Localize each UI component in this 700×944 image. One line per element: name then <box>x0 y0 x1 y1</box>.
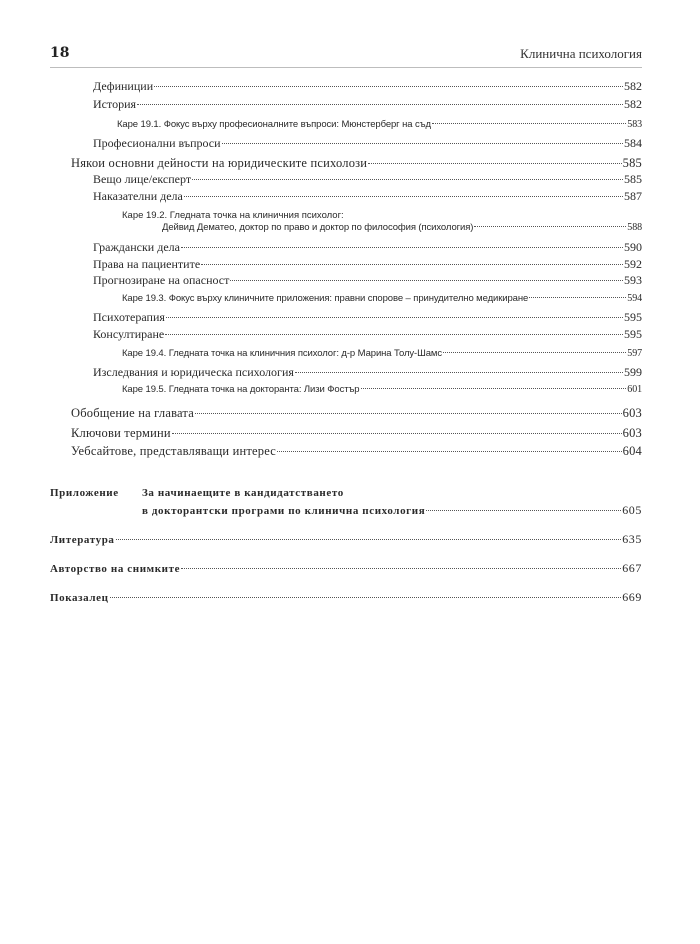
toc-box-19-1[interactable] <box>117 119 642 130</box>
toc-entry-label: Прогнозиране на опасност <box>93 273 230 287</box>
toc-entry-page: 587 <box>624 189 642 203</box>
toc-entry-photo-credits[interactable] <box>50 561 642 576</box>
toc-entry-page: 584 <box>624 136 642 150</box>
toc-entry-page: 582 <box>624 79 642 93</box>
leader-dots <box>181 568 621 569</box>
toc-entry-definitions[interactable] <box>93 79 642 94</box>
toc-entry-page: 604 <box>622 444 642 458</box>
toc-entry-label: Ключови термини <box>71 426 171 440</box>
toc-entry-danger-prediction[interactable] <box>93 273 642 288</box>
toc-entry-page: 593 <box>624 273 642 287</box>
toc-box-19-5[interactable] <box>122 384 642 395</box>
toc-box-19-2-line1: Каре 19.2. Гледната точка на клиничния психолог: <box>122 210 344 221</box>
leader-dots <box>184 196 623 197</box>
toc-entry-page: 595 <box>624 310 642 324</box>
toc-entry-label: Каре 19.1. Фокус върху професионалните въпроси: Мюнстерберг на съд <box>117 119 431 130</box>
toc-entry-label: Консултиране <box>93 327 165 341</box>
toc-entry-label: Уебсайтове, представляващи интерес <box>71 444 277 458</box>
leader-dots <box>154 86 623 87</box>
toc-entry-label: Авторство на снимките <box>50 563 181 575</box>
toc-entry-label: Изследвания и юридическа психология <box>93 365 294 379</box>
toc-entry-label: Психотерапия <box>93 310 165 324</box>
toc-entry-label: Показалец <box>50 592 109 604</box>
toc-entry-label: Дефиниции <box>93 79 154 93</box>
toc-entry-professional-issues[interactable] <box>93 136 642 151</box>
toc-entry-label: Наказателни дела <box>93 189 183 203</box>
toc-entry-criminal-cases[interactable] <box>93 189 642 204</box>
toc-entry-page: 667 <box>622 561 642 575</box>
toc-entry-label: Права на пациентите <box>93 257 201 271</box>
page-number: 18 <box>50 45 70 61</box>
toc-entry-page: 590 <box>624 240 642 254</box>
toc-entry-label: Дейвид Дематео, доктор по право и доктор по философия (психология) <box>162 222 474 233</box>
leader-dots <box>295 372 623 373</box>
leader-dots <box>426 510 621 511</box>
toc-entry-page: 585 <box>622 156 642 170</box>
toc-entry-page: 597 <box>627 348 642 359</box>
leader-dots <box>230 280 623 281</box>
toc-entry-label: в докторантски програми по клинична психология <box>142 505 426 517</box>
toc-entry-page: 585 <box>624 172 642 186</box>
toc-entry-label: Обобщение на главата <box>71 406 194 420</box>
appendix-title-line1: За начинаещите в кандидатстването <box>142 487 344 499</box>
toc-entry-page: 601 <box>627 384 642 395</box>
toc-entry-consulting[interactable] <box>93 327 642 342</box>
toc-entry-page: 669 <box>622 590 642 604</box>
leader-dots <box>443 352 626 353</box>
leader-dots <box>172 433 622 434</box>
leader-dots <box>474 226 626 227</box>
toc-entry-page: 603 <box>622 426 642 440</box>
leader-dots <box>201 264 623 265</box>
toc-entry-page: 599 <box>624 365 642 379</box>
toc-entry-bibliography[interactable] <box>50 532 642 547</box>
toc-entry-expert-witness[interactable] <box>93 172 642 187</box>
toc-entry-label: Вещо лице/експерт <box>93 172 192 186</box>
leader-dots <box>368 163 621 164</box>
leader-dots <box>361 388 627 389</box>
toc-entry-label: Професионални въпроси <box>93 136 221 150</box>
toc-entry-page: 592 <box>624 257 642 271</box>
toc-entry-psychotherapy[interactable] <box>93 310 642 325</box>
toc-entry-page: 588 <box>627 222 642 233</box>
toc-entry-index[interactable] <box>50 590 642 605</box>
leader-dots <box>277 451 622 452</box>
toc-entry-label: Каре 19.4. Гледната точка на клиничния психолог: д-р Марина Толу-Шамс <box>122 348 442 359</box>
toc-entry-key-terms[interactable] <box>71 426 642 441</box>
toc-box-19-3[interactable] <box>122 293 642 304</box>
toc-entry-research[interactable] <box>93 365 642 380</box>
toc-entry-history[interactable] <box>93 97 642 112</box>
leader-dots <box>432 123 626 124</box>
toc-entry-page: 583 <box>627 119 642 130</box>
leader-dots <box>116 539 622 540</box>
toc-entry-page: 582 <box>624 97 642 111</box>
toc-entry-appendix[interactable] <box>142 503 642 518</box>
leader-dots <box>166 317 623 318</box>
toc-box-19-2[interactable] <box>162 222 642 233</box>
toc-entry-page: 595 <box>624 327 642 341</box>
toc-box-19-4[interactable] <box>122 348 642 359</box>
header-rule <box>50 67 642 68</box>
toc-entry-label: Каре 19.5. Гледната точка на докторанта: Лизи Фостър <box>122 384 360 395</box>
toc-entry-page: 594 <box>627 293 642 304</box>
toc-entry-label: Някои основни дейности на юридическите психолози <box>71 156 368 170</box>
leader-dots <box>165 334 623 335</box>
toc-entry-page: 603 <box>622 406 642 420</box>
appendix-label: Приложение <box>50 487 119 499</box>
leader-dots <box>181 247 623 248</box>
leader-dots <box>222 143 623 144</box>
toc-entry-page: 635 <box>622 532 642 546</box>
leader-dots <box>529 297 626 298</box>
leader-dots <box>110 597 622 598</box>
toc-entry-label: Граждански дела <box>93 240 180 254</box>
toc-entry-civil-cases[interactable] <box>93 240 642 255</box>
toc-entry-patient-rights[interactable] <box>93 257 642 272</box>
leader-dots <box>137 104 623 105</box>
leader-dots <box>192 179 623 180</box>
toc-entry-label: История <box>93 97 137 111</box>
leader-dots <box>195 413 622 414</box>
toc-entry-page: 605 <box>622 503 642 517</box>
toc-entry-websites[interactable] <box>71 444 642 459</box>
toc-entry-chapter-summary[interactable] <box>71 406 642 421</box>
toc-entry-label: Литература <box>50 534 115 546</box>
toc-entry-label: Каре 19.3. Фокус върху клиничните приложения: правни спорове – принудително медикиране <box>122 293 529 304</box>
toc-entry-main-activities[interactable] <box>71 156 642 171</box>
running-title: Клинична психология <box>520 46 642 61</box>
